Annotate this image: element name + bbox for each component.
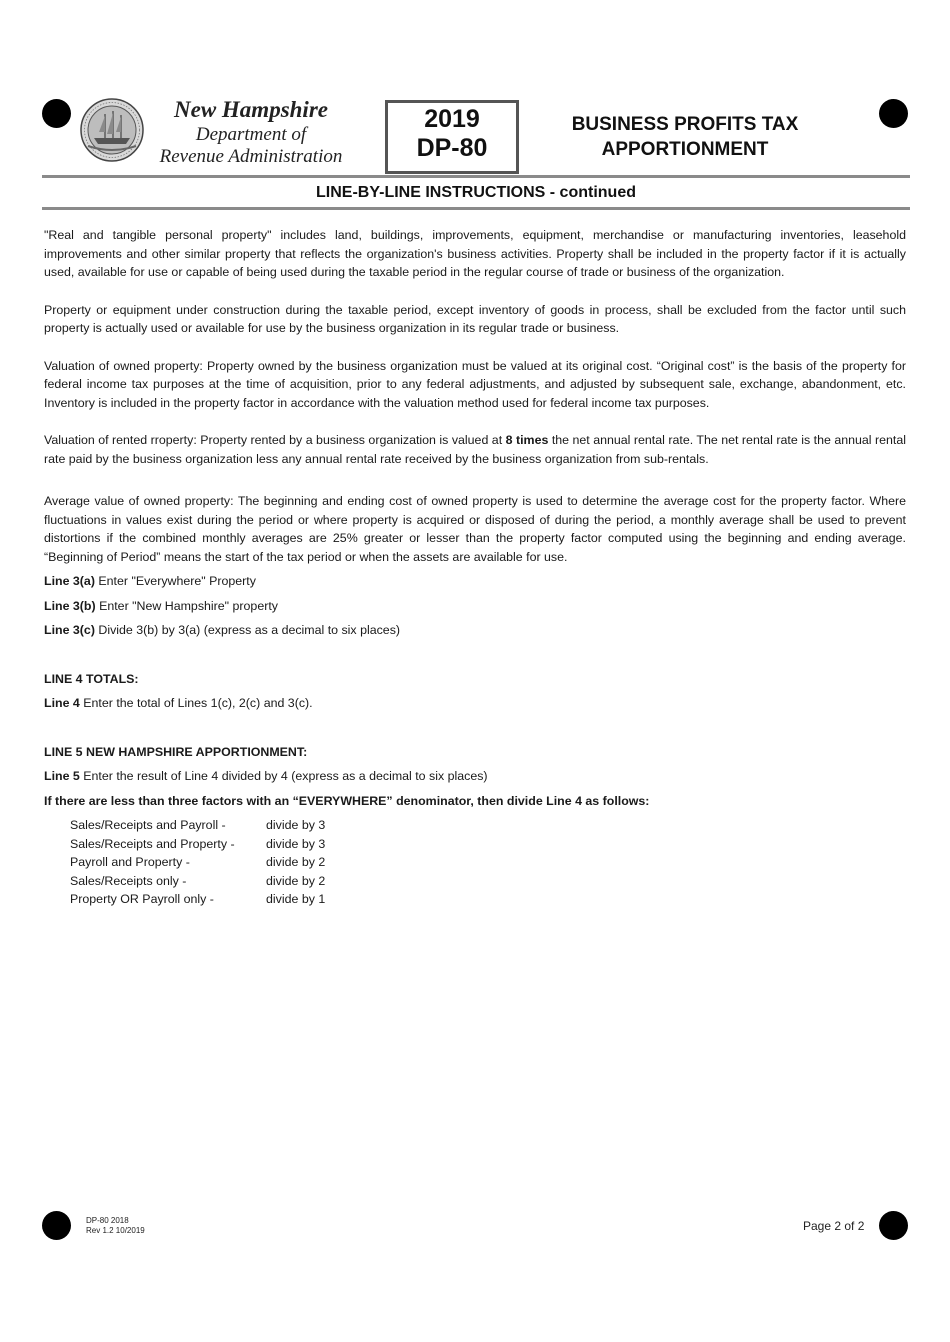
table-row	[70, 853, 325, 872]
table-row	[70, 816, 325, 835]
line-5-note: If there are less than three factors with an “EVERYWHERE” denominator, then divide Line 4 as follows:	[44, 793, 650, 808]
registration-mark-top-left	[42, 99, 71, 128]
table-row	[70, 872, 325, 891]
paragraph-rented-valuation: Valuation of rented rroperty: Property rented by a business organization is valued at 8 times the net annual rental rate. The net rental rate is the annual rental rate paid by the business organization less any annual rental rate received by the business organization from sub-rentals.	[44, 433, 906, 466]
factor-divisor: divide by 2	[266, 873, 326, 888]
paragraph-construction: Property or equipment under construction during the taxable period, except inventory of goods in process, shall be excluded from the factor until such property is actually used or available for use by the business organization in its regular trade or business.	[44, 302, 906, 335]
form-title-line1: BUSINESS PROFITS TAX	[571, 114, 799, 135]
line-3c-instruction: Line 3(c) Divide 3(b) by 3(a) (express as a decimal to six places)	[44, 623, 401, 637]
form-title	[560, 112, 810, 162]
form-title-line2: APPORTIONMENT	[601, 139, 769, 160]
section-title: LINE-BY-LINE INSTRUCTIONS - continued	[316, 184, 636, 201]
instructions-body	[44, 226, 906, 909]
form-year: 2019	[424, 105, 480, 133]
form-number: DP-80	[416, 134, 488, 162]
factor-divisor: divide by 3	[266, 836, 326, 851]
rental-multiplier: 8 times	[505, 433, 549, 447]
form-revision-line2: Rev 1.2 10/2019	[86, 1226, 145, 1235]
line-5-instruction: Line 5 Enter the result of Line 4 divided by 4 (express as a decimal to six places)	[44, 769, 488, 783]
line-4-instruction: Line 4 Enter the total of Lines 1(c), 2(c) and 3(c).	[44, 696, 313, 710]
table-row	[70, 835, 325, 854]
state-seal-icon	[80, 98, 144, 162]
factor-label: Sales/Receipts and Property -	[70, 836, 235, 851]
factor-divisor: divide by 1	[266, 892, 326, 906]
page-number: Page 2 of 2	[803, 1219, 865, 1233]
registration-mark-bottom-left	[42, 1211, 71, 1240]
factor-divisor: divide by 2	[266, 855, 326, 869]
paragraph-owned-valuation: Valuation of owned property: Property owned by the business organization must be valued at its original cost. “Original cost” is the basis of the property for federal income tax purposes at the time of acquisition, prior to any federal adjustments, and adjusted by subsequent sale, exchange, abandonment, etc. Inventory is included in the property factor in accordance with the valuation method used for federal income tax purposes.	[44, 358, 906, 410]
form-revision	[86, 1216, 145, 1236]
line-4-heading: LINE 4 TOTALS:	[44, 671, 139, 686]
agency-state: New Hampshire	[174, 97, 328, 122]
factor-label: Sales/Receipts and Payroll -	[70, 818, 226, 832]
factor-divisor: divide by 3	[266, 818, 326, 832]
header-rule-top	[42, 175, 910, 178]
table-row	[70, 890, 325, 909]
line-3b-instruction: Line 3(b) Enter "New Hampshire" property	[44, 598, 278, 613]
header-rule-bottom	[42, 207, 910, 210]
line-5-heading: LINE 5 NEW HAMPSHIRE APPORTIONMENT:	[44, 744, 308, 759]
factor-label: Sales/Receipts only -	[70, 873, 187, 888]
factor-label: Property OR Payroll only -	[70, 892, 214, 906]
paragraph-average-value: Average value of owned property: The beginning and ending cost of owned property is used to determine the average cost for the property factor. Where fluctuations in values exist during the period or where property is acquired or disposed of during the period, a monthly average shall be used to prevent distortions if the combined monthly averages are 25% greater or lesser than the property factor computed using the beginning and ending average. “Beginning of Period” means the start of the tax period or when the assets are available for use.	[44, 494, 906, 564]
form-revision-line1: DP-80 2018	[86, 1216, 129, 1225]
agency-name	[146, 96, 356, 168]
agency-department: Department of	[195, 124, 307, 145]
form-id-box	[385, 100, 519, 174]
registration-mark-bottom-right	[879, 1211, 908, 1240]
agency-division: Revenue Administration	[159, 146, 343, 167]
line-3a-instruction: Line 3(a) Enter "Everywhere" Property	[44, 574, 256, 588]
registration-mark-top-right	[879, 99, 908, 128]
factor-divisor-table	[70, 816, 325, 909]
factor-label: Payroll and Property -	[70, 855, 190, 869]
paragraph-property-definition: "Real and tangible personal property" includes land, buildings, improvements, equipment, merchandise or manufacturing inventories, leasehold improvements and other similar property that reflects the organization's business activities. Property shall be included in the property factor if it is actually used, available for use or capable of being used during the taxable period in the regular course of trade or business of the organization.	[44, 228, 906, 279]
